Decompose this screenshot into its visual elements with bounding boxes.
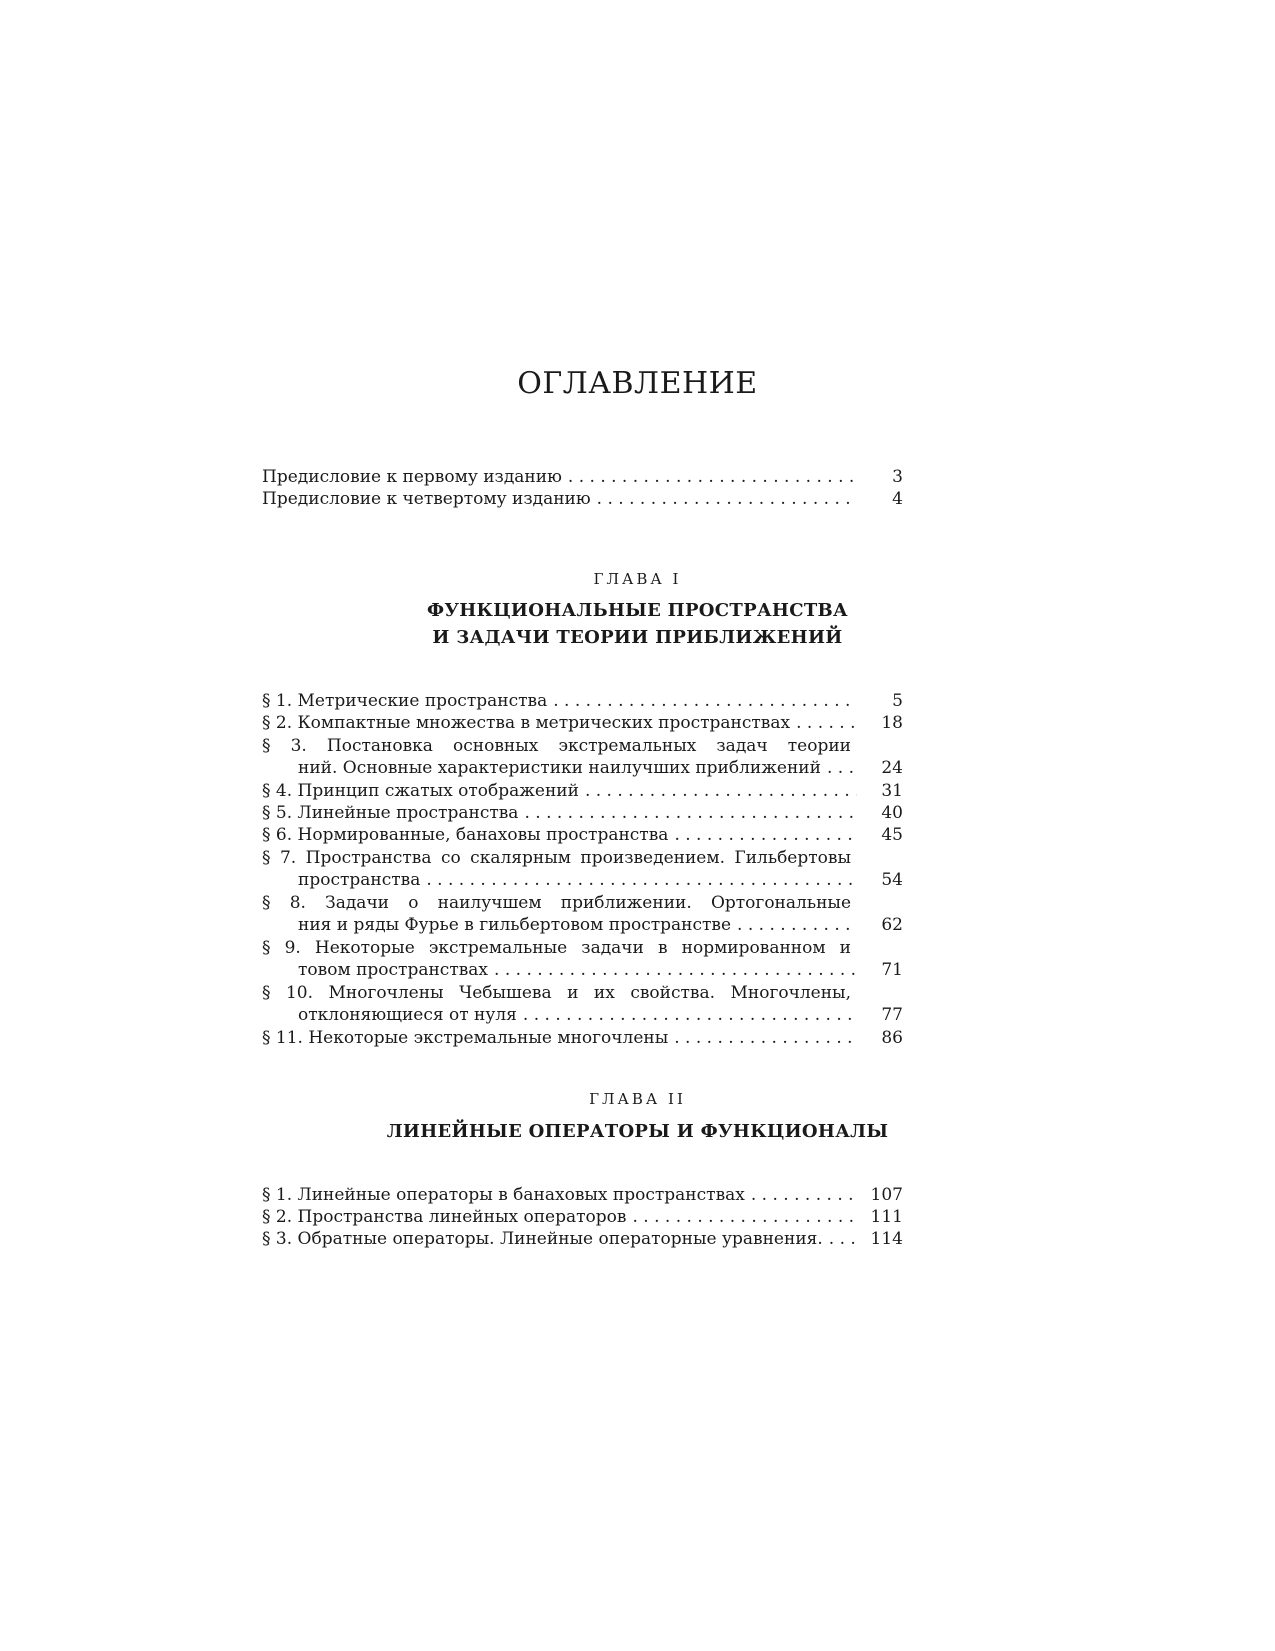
toc-entry-title: § 3. Обратные операторы. Линейные операторные уравнения. xyxy=(262,1229,823,1249)
toc-entry-title: § 2. Пространства линейных операторов xyxy=(262,1207,627,1227)
leader-dots xyxy=(827,757,857,779)
chapter-1-title-line-2: И ЗАДАЧИ ТЕОРИИ ПРИБЛИЖЕНИЙ xyxy=(432,627,843,648)
toc-entry-title: § 2. Компактные множества в метрических пространствах xyxy=(262,713,791,733)
page-number: 18 xyxy=(881,713,903,733)
toc-entry-ch1-sec2[interactable] xyxy=(262,712,903,734)
chapter-2-section-list xyxy=(262,1184,903,1250)
page-number: 86 xyxy=(881,1028,903,1048)
leader-dots xyxy=(585,780,857,802)
leader-dots xyxy=(674,824,857,846)
toc-entry-ch1-sec9[interactable] xyxy=(262,937,903,981)
toc-entry-ch2-sec2[interactable] xyxy=(262,1206,903,1228)
page-number: 54 xyxy=(881,870,903,890)
leader-dots xyxy=(523,1004,857,1026)
page-number: 77 xyxy=(881,1005,903,1025)
page-number: 45 xyxy=(881,825,903,845)
toc-entry-title-line-1: § 8. Задачи о наилучшем приближении. Ортогональные xyxy=(262,893,851,913)
toc-entry-ch1-sec5[interactable] xyxy=(262,802,903,824)
toc-entry-title: § 1. Линейные операторы в банаховых пространствах xyxy=(262,1185,745,1205)
leader-dots xyxy=(632,1206,857,1228)
page-number: 40 xyxy=(881,803,903,823)
toc-entry-title-line-2: пространства xyxy=(298,870,421,890)
toc-entry-ch1-sec11[interactable] xyxy=(262,1027,903,1049)
chapter-2-label: ГЛАВА II xyxy=(589,1090,686,1108)
toc-entry-title-line-2: отклоняющиеся от нуля xyxy=(298,1005,517,1025)
toc-entry-ch1-sec3[interactable] xyxy=(262,735,903,779)
toc-entry-preface-fourth[interactable] xyxy=(262,488,903,510)
toc-entry-preface-first[interactable] xyxy=(262,466,903,488)
toc-entry-ch1-sec6[interactable] xyxy=(262,824,903,846)
chapter-1-section-list xyxy=(262,690,903,1049)
leader-dots xyxy=(674,1027,857,1049)
leader-dots xyxy=(829,1228,857,1250)
toc-entry-title: § 6. Нормированные, банаховы пространства xyxy=(262,825,669,845)
page-number: 71 xyxy=(881,960,903,980)
leader-dots xyxy=(751,1184,857,1206)
chapter-1-label: ГЛАВА I xyxy=(593,570,682,588)
page-number: 5 xyxy=(892,691,903,711)
page-number: 62 xyxy=(881,915,903,935)
toc-entry-title: Предисловие к четвертому изданию xyxy=(262,489,591,509)
toc-entry-ch1-sec10[interactable] xyxy=(262,982,903,1026)
page-number: 111 xyxy=(870,1207,903,1227)
leader-dots xyxy=(737,914,857,936)
toc-entry-title: Предисловие к первому изданию xyxy=(262,467,562,487)
toc-entry-title-line-1: § 9. Некоторые экстремальные задачи в нормированном и xyxy=(262,938,851,958)
toc-entry-ch1-sec7[interactable] xyxy=(262,847,903,891)
toc-entry-ch2-sec1[interactable] xyxy=(262,1184,903,1206)
leader-dots xyxy=(524,802,857,824)
page-number: 3 xyxy=(892,467,903,487)
leader-dots xyxy=(796,712,857,734)
page-number: 31 xyxy=(881,781,903,801)
leader-dots xyxy=(494,959,857,981)
leader-dots xyxy=(597,488,857,510)
toc-entry-ch2-sec3[interactable] xyxy=(262,1228,903,1250)
page-number: 4 xyxy=(892,489,903,509)
toc-entry-title-line-1: § 10. Многочлены Чебышева и их свойства. Многочлены, xyxy=(262,983,851,1003)
toc-entry-title-line-1: § 7. Пространства со скалярным произведением. Гильбертовы xyxy=(262,848,851,868)
preface-list xyxy=(262,466,903,510)
page-number: 114 xyxy=(870,1229,903,1249)
chapter-2-title: ЛИНЕЙНЫЕ ОПЕРАТОРЫ И ФУНКЦИОНАЛЫ xyxy=(386,1121,889,1142)
toc-entry-ch1-sec8[interactable] xyxy=(262,892,903,936)
toc-entry-title: § 4. Принцип сжатых отображений xyxy=(262,781,579,801)
toc-entry-title: § 11. Некоторые экстремальные многочлены xyxy=(262,1028,669,1048)
toc-entry-title-line-2: товом пространствах xyxy=(298,960,489,980)
chapter-1-title-line-1: ФУНКЦИОНАЛЬНЫЕ ПРОСТРАНСТВА xyxy=(426,600,849,621)
page-number: 24 xyxy=(881,758,903,778)
leader-dots xyxy=(553,690,857,712)
leader-dots xyxy=(426,869,857,891)
toc-entry-title-line-2: ния и ряды Фурье в гильбертовом пространстве xyxy=(298,915,732,935)
toc-entry-ch1-sec1[interactable] xyxy=(262,690,903,712)
toc-entry-title: § 5. Линейные пространства xyxy=(262,803,519,823)
toc-entry-title-line-1: § 3. Постановка основных экстремальных задач теории xyxy=(262,736,851,756)
page-title: ОГЛАВЛЕНИЕ xyxy=(517,366,758,401)
leader-dots xyxy=(568,466,857,488)
toc-entry-title-line-2: ний. Основные характеристики наилучших приближений xyxy=(298,758,821,778)
toc-entry-ch1-sec4[interactable] xyxy=(262,780,903,802)
toc-entry-title: § 1. Метрические пространства xyxy=(262,691,548,711)
page-number: 107 xyxy=(870,1185,903,1205)
